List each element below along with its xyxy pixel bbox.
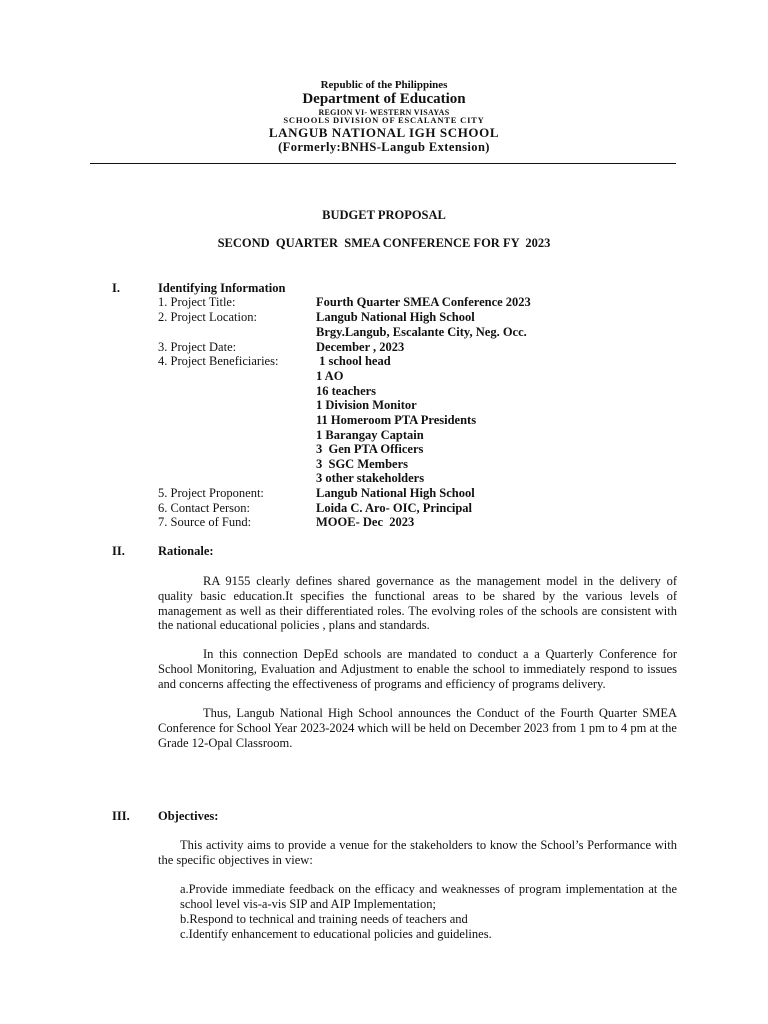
info-value: 3 Gen PTA Officers (316, 442, 424, 456)
section3-heading: Objectives: (158, 809, 219, 823)
info-value: 3 other stakeholders (316, 471, 425, 485)
objective-item: b.Respond to technical and training needs of teachers and (180, 912, 468, 926)
info-value: 1 AO (316, 369, 344, 383)
letterhead-region: REGION VI- WESTERN VISAYAS (318, 108, 450, 117)
document-title: BUDGET PROPOSAL (322, 208, 446, 222)
info-value: 1 Barangay Captain (316, 428, 424, 442)
info-label: 5. Project Proponent: (158, 486, 264, 500)
info-value: December , 2023 (316, 340, 405, 354)
section1-heading: Identifying Information (158, 281, 286, 295)
section1-number: I. (112, 281, 120, 295)
info-value: MOOE- Dec 2023 (316, 515, 415, 529)
info-value: 16 teachers (316, 384, 377, 398)
document-subtitle: SECOND QUARTER SMEA CONFERENCE FOR FY 2023 (217, 236, 551, 250)
rationale-paragraph: In this connection DepEd schools are mandated to conduct a a Quarterly Conference for School Monitoring, Evaluation and Adjustment to enable the school to immediately respond to issues and concerns affecting the effectiveness of programs and efficiency of programs delivery. (158, 647, 677, 691)
info-value: 1 school head (316, 354, 391, 368)
letterhead-formerly: (Formerly:BNHS-Langub Extension) (278, 140, 490, 154)
letterhead-division: SCHOOLS DIVISION OF ESCALANTE CITY (283, 115, 485, 125)
info-value: Fourth Quarter SMEA Conference 2023 (316, 295, 531, 309)
header-divider (90, 163, 676, 164)
info-label: 6. Contact Person: (158, 501, 251, 515)
info-value: Brgy.Langub, Escalante City, Neg. Occ. (316, 325, 527, 339)
section2-number: II. (112, 544, 125, 558)
info-value: 1 Division Monitor (316, 398, 417, 412)
info-label: 3. Project Date: (158, 340, 237, 354)
section3-number: III. (112, 809, 130, 823)
info-label: 1. Project Title: (158, 295, 236, 309)
objectives-intro: This activity aims to provide a venue for the stakeholders to know the School’s Performance with the specific objectives in view: (158, 838, 677, 867)
info-value: Loida C. Aro- OIC, Principal (316, 501, 473, 515)
letterhead-department: Department of Education (302, 91, 466, 107)
info-label: 7. Source of Fund: (158, 515, 252, 529)
section2-heading: Rationale: (158, 544, 214, 558)
rationale-paragraph: Thus, Langub National High School announces the Conduct of the Fourth Quarter SMEA Conference for School Year 2023-2024 which will be held on December 2023 from 1 pm to 4 pm at the Grade 12-Opal Classroom. (158, 706, 677, 750)
info-value: Langub National High School (316, 310, 475, 324)
info-label: 2. Project Location: (158, 310, 257, 324)
info-label: 4. Project Beneficiaries: (158, 354, 279, 368)
info-value: Langub National High School (316, 486, 475, 500)
objective-item: c.Identify enhancement to educational policies and guidelines. (180, 927, 492, 941)
letterhead-republic: Republic of the Philippines (320, 79, 448, 91)
letterhead-school: LANGUB NATIONAL IGH SCHOOL (268, 125, 500, 140)
rationale-paragraph: RA 9155 clearly defines shared governance as the management model in the delivery of quality basic education.It specifies the functional areas to be shared by the various levels of management as well as their differentiated roles. The evolving roles of the schools are consistent with the national educational policies , plans and standards. (158, 574, 677, 633)
info-value: 11 Homeroom PTA Presidents (316, 413, 477, 427)
objective-item: a.Provide immediate feedback on the efficacy and weaknesses of program implementation at the school level vis-a-vis SIP and AIP Implementation; (180, 882, 677, 911)
info-value: 3 SGC Members (316, 457, 408, 471)
